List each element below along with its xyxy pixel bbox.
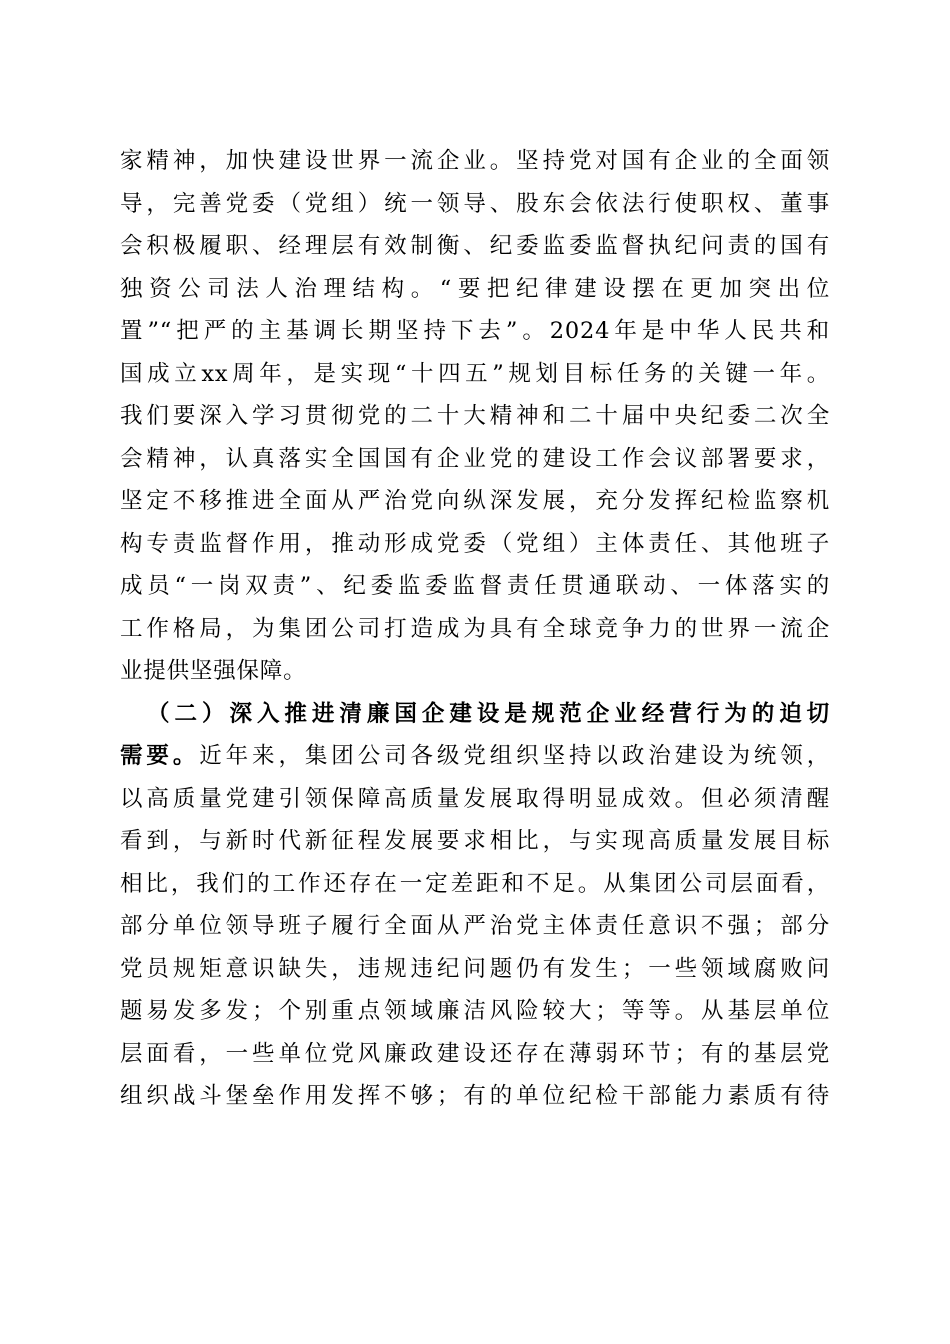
text-line: 层面看，一些单位党风廉政建设还存在薄弱环节；有的基层党 xyxy=(120,1040,830,1067)
text-line: 看到，与新时代新征程发展要求相比，与实现高质量发展目标 xyxy=(120,828,830,854)
section-heading-end: 需要。 xyxy=(120,743,200,769)
text-line: 坚定不移推进全面从严治党向纵深发展，充分发挥纪检监察机 xyxy=(120,488,830,514)
text-line: 成员“一岗双责”、纪委监委监督责任贯通联动、一体落实的 xyxy=(120,573,830,599)
section-heading: （二）深入推进清廉国企建设是规范企业经营行为的迫切 xyxy=(147,700,830,727)
text-line: 家精神，加快建设世界一流企业。坚持党对国有企业的全面领 xyxy=(120,148,830,174)
text-line: 以高质量党建引领保障高质量发展取得明显成效。但必须清醒 xyxy=(120,785,830,812)
text-line: 会精神，认真落实全国国有企业党的建设工作会议部署要求， xyxy=(120,445,830,472)
document-body xyxy=(120,140,830,1118)
text-line: 部分单位领导班子履行全面从严治党主体责任意识不强；部分 xyxy=(120,913,830,939)
text-line: 业提供坚强保障。 xyxy=(120,658,307,684)
text-line: 导，完善党委（党组）统一领导、股东会依法行使职权、董事 xyxy=(120,190,830,217)
paragraph-2 xyxy=(120,693,830,1118)
text-line: 构专责监督作用，推动形成党委（党组）主体责任、其他班子 xyxy=(120,530,830,557)
text-line-rest: 近年来，集团公司各级党组织坚持以政治建设为统领， xyxy=(199,743,830,769)
text-line: 组织战斗堡垒作用发挥不够；有的单位纪检干部能力素质有待 xyxy=(120,1083,830,1109)
text-line: 置”“把严的主基调长期坚持下去”。2024年是中华人民共和 xyxy=(120,318,830,344)
text-line: 我们要深入学习贯彻党的二十大精神和二十届中央纪委二次全 xyxy=(120,403,830,429)
paragraph-1 xyxy=(120,140,830,693)
text-line: 相比，我们的工作还存在一定差距和不足。从集团公司层面看， xyxy=(120,870,830,897)
text-line: 工作格局，为集团公司打造成为具有全球竞争力的世界一流企 xyxy=(120,615,830,642)
text-line: 国成立xx周年，是实现“十四五”规划目标任务的关键一年。 xyxy=(120,360,830,387)
text-line: 会积极履职、经理层有效制衡、纪委监委监督执纪问责的国有 xyxy=(120,233,830,259)
text-line: 题易发多发；个别重点领域廉洁风险较大；等等。从基层单位 xyxy=(120,998,830,1024)
text-line: 独资公司法人治理结构。“要把纪律建设摆在更加突出位 xyxy=(120,275,830,302)
text-line xyxy=(120,735,830,778)
text-line: 党员规矩意识缺失，违规违纪问题仍有发生；一些领域腐败问 xyxy=(120,955,830,982)
